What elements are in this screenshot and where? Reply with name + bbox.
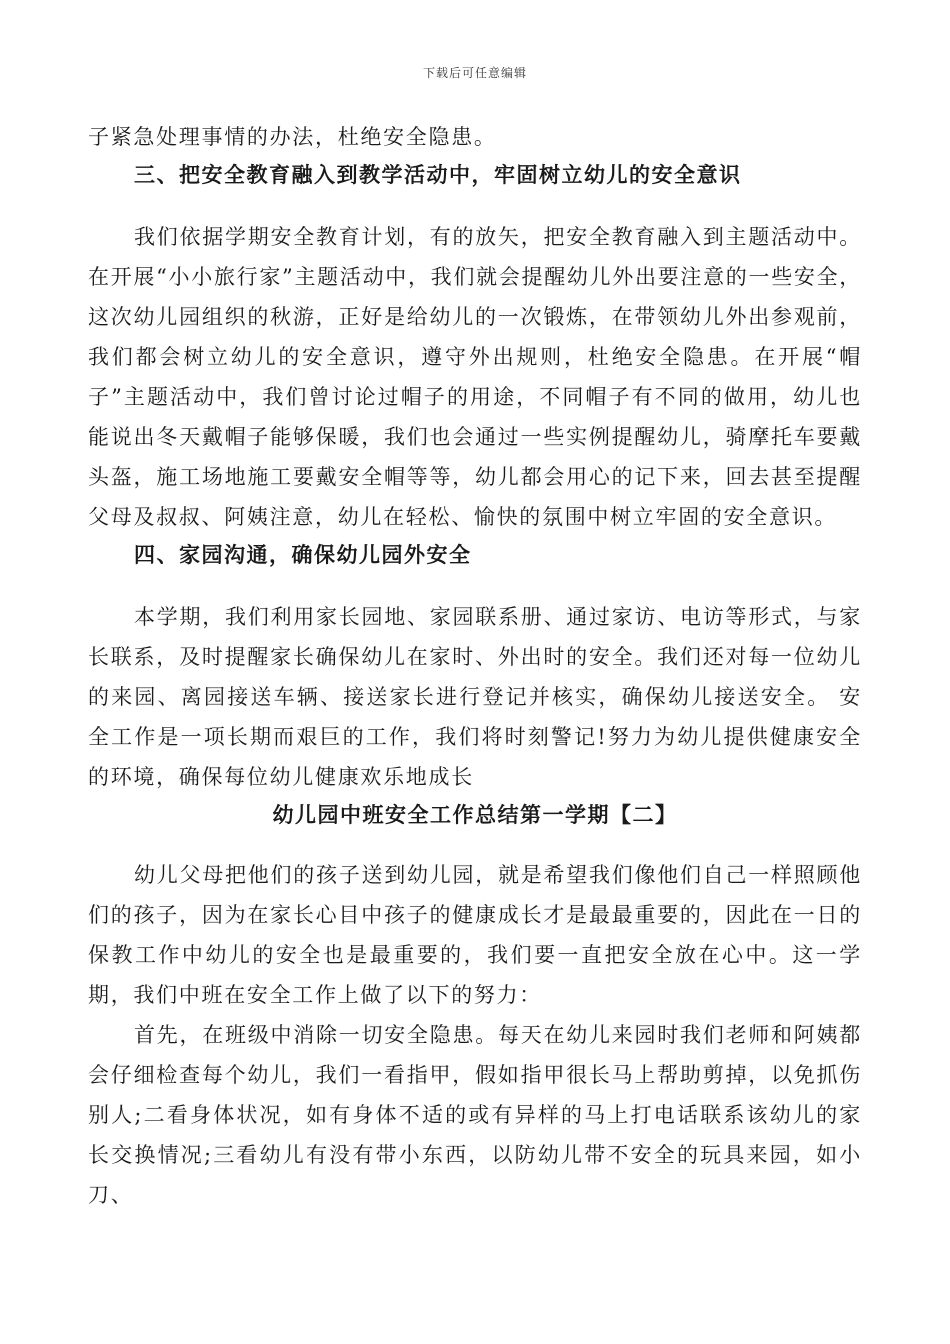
paragraph-first-measure: 首先，在班级中消除一切安全隐患。每天在幼儿来园时我们老师和阿姨都会仔细检查每个幼儿，我们一看指甲，假如指甲很长马上帮助剪掉，以免抓伤别人;二看身体状况，如有身体不适的或有异样的马上打电话联系该幼儿的家长交换情况;三看幼儿有没有带小东西，以防幼儿带不安全的玩具来园，如小刀、 <box>88 1023 862 1207</box>
paragraph-intro-part-2: 幼儿父母把他们的孩子送到幼儿园，就是希望我们像他们自己一样照顾他们的孩子，因为在家长心目中孩子的健康成长才是最最重要的，因此在一日的保教工作中幼儿的安全也是最重要的，我们要一直把安全放在心中。这一学期，我们中班在安全工作上做了以下的努力： <box>88 863 862 1007</box>
section-heading-4: 四、家园沟通，确保幼儿园外安全 <box>134 543 472 567</box>
document-body <box>88 117 862 1215</box>
paragraph-section-3: 我们依据学期安全教育计划，有的放矢，把安全教育融入到主题活动中。在开展“小小旅行家”主题活动中，我们就会提醒幼儿外出要注意的一些安全，这次幼儿园组织的秋游，正好是给幼儿的一次锻炼，在带领幼儿外出参观前，我们都会树立幼儿的安全意识，遵守外出规则，杜绝安全隐患。在开展“帽子”主题活动中，我们曾讨论过帽子的用途，不同帽子有不同的做用，幼儿也能说出冬天戴帽子能够保暖，我们也会通过一些实例提醒幼儿，骑摩托车要戴头盔，施工场地施工要戴安全帽等等，幼儿都会用心的记下来，回去甚至提醒父母及叔叔、阿姨注意，幼儿在轻松、愉快的氛围中树立牢固的安全意识。 <box>88 225 862 529</box>
page-header-note: 下载后可任意编辑 <box>422 66 527 80</box>
paragraph-continuation: 子紧急处理事情的办法，杜绝安全隐患。 <box>88 125 497 149</box>
document-title-part-2: 幼儿园中班安全工作总结第一学期【二】 <box>272 803 678 827</box>
paragraph-section-4: 本学期，我们利用家长园地、家园联系册、通过家访、电访等形式，与家长联系，及时提醒家长确保幼儿在家时、外出时的安全。我们还对每一位幼儿的来园、离园接送车辆、接送家长进行登记并核实，确保幼儿接送安全。 安全工作是一项长期而艰巨的工作，我们将时刻警记!努力为幼儿提供健康安全的环境，确保每位幼儿健康欢乐地成长 <box>88 605 862 789</box>
section-heading-3: 三、把安全教育融入到教学活动中，牢固树立幼儿的安全意识 <box>134 163 742 187</box>
